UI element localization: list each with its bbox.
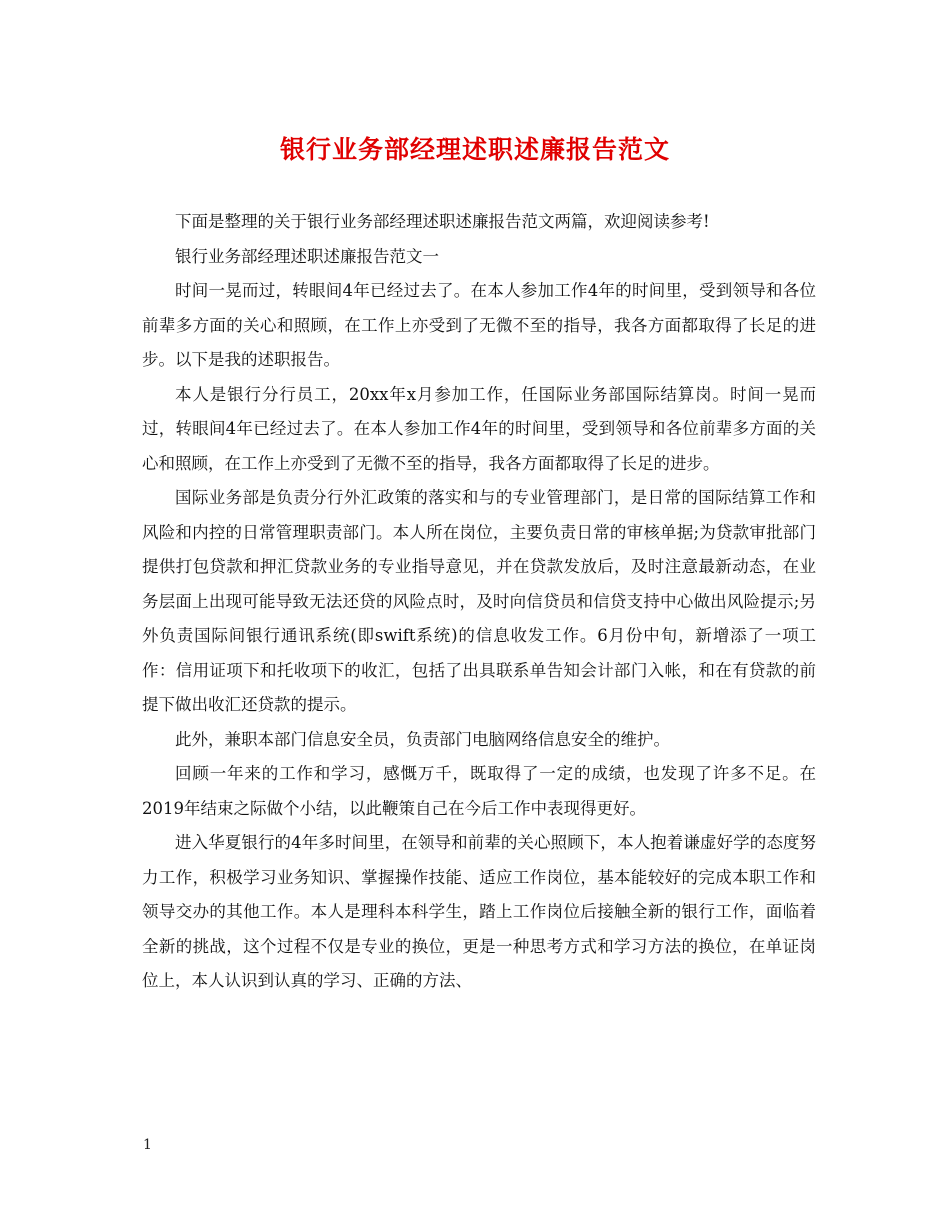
paragraph: 时间一晃而过，转眼间4年已经过去了。在本人参加工作4年的时间里，受到领导和各位前辈多方面的关心和照顾，在工作上亦受到了无微不至的指导，我各方面都取得了长足的进步。以下是我的述职报告。: [142, 281, 816, 369]
paragraph: 国际业务部是负责分行外汇政策的落实和与的专业管理部门，是日常的国际结算工作和风险和内控的日常管理职责部门。本人所在岗位，主要负责日常的审核单据;为贷款审批部门提供打包贷款和押汇贷款业务的专业指导意见，并在贷款发放后，及时注意最新动态，在业务层面上出现可能导致无法还贷的风险点时，及时向信贷员和信贷支持中心做出风险提示;另外负责国际间银行通讯系统(即swift系统)的信息收发工作。6月份中旬，新增添了一项工作：信用证项下和托收项下的收汇，包括了出具联系单告知会计部门入帐，和在有贷款的前提下做出收汇还贷款的提示。: [142, 488, 816, 714]
document-body: [142, 205, 816, 999]
document-title: 银行业务部经理述职述廉报告范文: [279, 135, 670, 164]
paragraph: 进入华夏银行的4年多时间里，在领导和前辈的关心照顾下，本人抱着谦虚好学的态度努力工作，积极学习业务知识、掌握操作技能、适应工作岗位，基本能较好的完成本职工作和领导交办的其他工作。本人是理科本科学生，踏上工作岗位后接触全新的银行工作，面临着全新的挑战，这个过程不仅是专业的换位，更是一种思考方式和学习方法的换位，在单证岗位上，本人认识到认真的学习、正确的方法、: [142, 833, 816, 990]
paragraph: 回顾一年来的工作和学习，感慨万千，既取得了一定的成绩，也发现了许多不足。在2019年结束之际做个小结，以此鞭策自己在今后工作中表现得更好。: [142, 764, 816, 818]
page-number: 1: [143, 1137, 152, 1153]
paragraph: 本人是银行分行员工，20xx年x月参加工作，任国际业务部国际结算岗。时间一晃而过，转眼间4年已经过去了。在本人参加工作4年的时间里，受到领导和各位前辈多方面的关心和照顾，在工作上亦受到了无微不至的指导，我各方面都取得了长足的进步。: [142, 384, 816, 473]
paragraph: 此外，兼职本部门信息安全员，负责部门电脑网络信息安全的维护。: [175, 729, 670, 749]
paragraph-intro: 下面是整理的关于银行业务部经理述职述廉报告范文两篇，欢迎阅读参考!: [175, 212, 710, 231]
paragraph-subtitle: 银行业务部经理述职述廉报告范文一: [175, 246, 439, 266]
